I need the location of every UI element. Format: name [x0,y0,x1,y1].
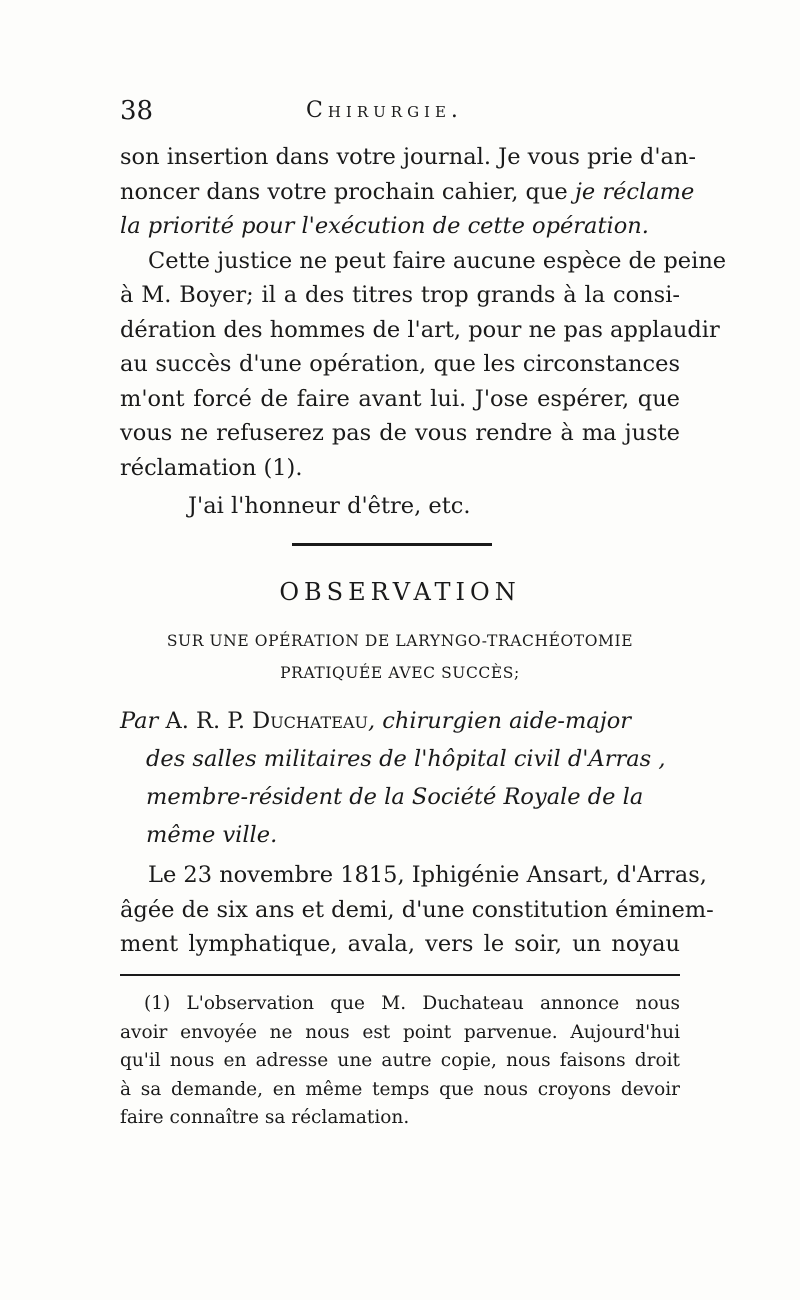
page-header [120,96,680,136]
footnote-line: avoir envoyée ne nous est point parvenue. Aujourd'hui [120,1021,680,1043]
text-line-part: noncer dans votre prochain cahier, que [120,178,568,205]
footnote-line: (1) L'observation que M. Duchateau annonce nous [144,993,680,1014]
text-line: au succès d'une opération, que les circonstances [120,351,680,377]
author-byline [120,702,680,854]
text-line: réclamation (1). [120,454,303,481]
italic-fragment: je réclame [574,178,695,205]
footnote-line: à sa demande, en même temps que nous croyons devoir [120,1078,680,1100]
running-head: Chirurgie. [306,98,463,123]
page-number: 38 [120,96,154,126]
italic-line: la priorité pour l'exécution de cette opération. [120,213,649,239]
text-line [120,175,695,210]
byline-line [120,740,680,778]
byline-text: des salles militaires de l'hôpital civil d'Arras , [146,746,666,772]
text-line [120,209,680,244]
text-line: son insertion dans votre journal. Je vous prie d'an- [120,144,697,170]
text-line: Le 23 novembre 1815, Iphigénie Ansart, d'Arras, [148,862,707,888]
section-divider [292,543,492,546]
text-line: ment lymphatique, avala, vers le soir, un noyau [120,931,680,957]
observation-subtitle-line1: SUR UNE OPÉRATION DE LARYNGO-TRACHÉOTOMIE [166,632,634,650]
byline-role: , chirurgien aide-major [367,708,632,734]
text-line: à M. Boyer; il a des titres trop grands à la consi- [120,282,680,308]
byline-line [120,816,680,854]
footnote-line: qu'il nous en adresse une autre copie, nous faisons droit [120,1050,680,1071]
text-line: dération des hommes de l'art, pour ne pas applaudir [120,316,720,343]
byline-author: Duchateau [252,708,368,734]
observation-title: OBSERVATION [279,578,521,606]
byline-line [120,702,680,740]
text-line: vous ne refuserez pas de vous rendre à ma juste [120,420,680,446]
byline-initials: A. R. P. [165,708,245,734]
byline-par: Par [120,708,159,734]
footnote-divider [120,974,680,976]
observation-subtitle-line2: PRATIQUÉE AVEC SUCCÈS; [280,664,520,682]
observation-text [120,858,714,962]
footnote-line: faire connaître sa réclamation. [120,1107,410,1128]
text-line: m'ont forcé de faire avant lui. J'ose espérer, que [120,385,680,412]
text-line: Cette justice ne peut faire aucune espèce de peine [148,247,727,274]
footnote [120,990,680,1133]
byline-text: même ville. [146,822,278,848]
text-line: âgée de six ans et demi, d'une constitution éminem- [120,896,714,923]
letter-text [120,140,727,524]
byline-line [120,778,680,816]
byline-text: membre-résident de la Société Royale de la [146,784,644,810]
closing-line: J'ai l'honneur d'être, etc. [188,493,471,519]
